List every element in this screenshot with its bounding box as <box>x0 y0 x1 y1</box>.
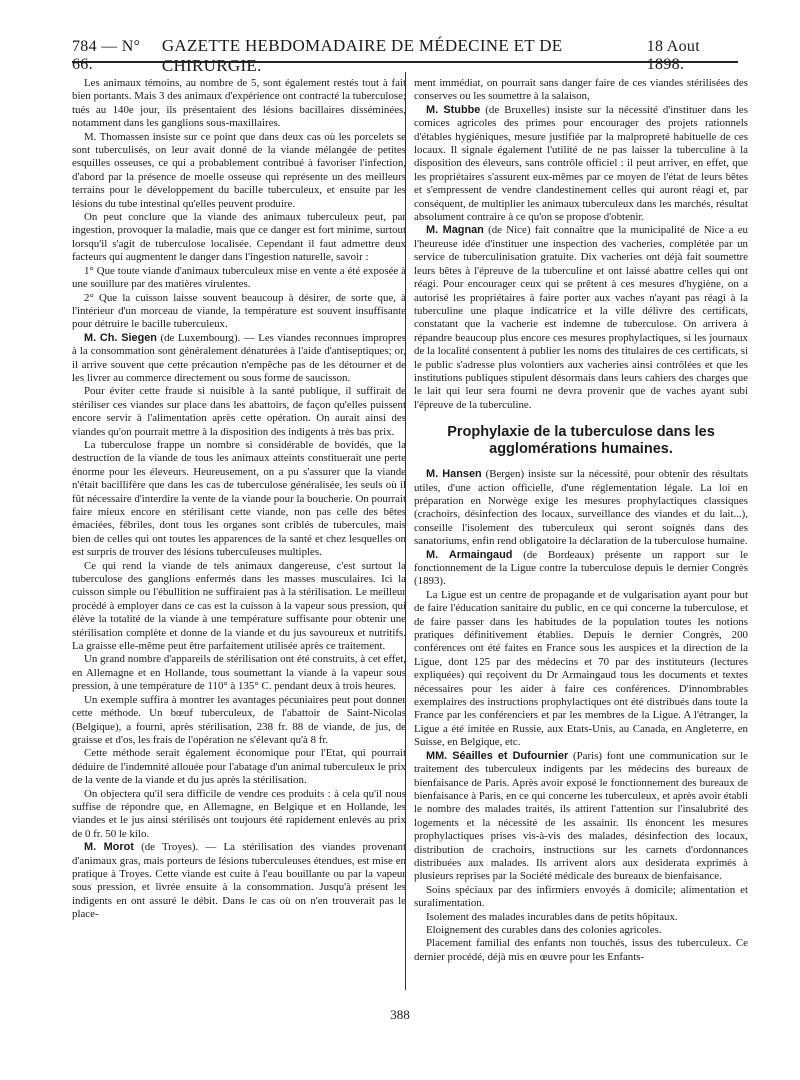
paragraph <box>72 694 406 748</box>
journal-title: GAZETTE HEBDOMADAIRE DE MÉDECINE ET DE CHIRURGIE. <box>161 36 563 75</box>
paragraph <box>72 292 406 332</box>
header-rule <box>72 61 738 63</box>
paragraph <box>414 937 748 964</box>
continuation-paragraph: ment immédiat, on pourrait sans danger faire de ces viandes stérilisées des conserves ou les soumettre à la salaison, <box>414 77 748 103</box>
speaker-name: M. Morot <box>84 841 134 854</box>
paragraph <box>414 468 748 548</box>
paragraph-text: Soins spéciaux par des infirmiers envoyés à domicile; alimentation et suralimentation. <box>414 883 748 910</box>
paragraph <box>414 750 748 884</box>
paragraph-text: 1° Que toute viande d'animaux tuberculeux mise en vente a été exposée à une souillure par des matières virulentes. <box>72 264 406 291</box>
issue-date: 18 Aout 1898. <box>646 38 700 73</box>
paragraph-text: Isolement des malades incurables dans de petits hôpitaux. <box>426 910 678 923</box>
paragraph-text: (Bergen) insiste sur la nécessité, pour obtenir des résultats utiles, d'une action officielle, d'une réglementation légale. La loi en préparation en Norwège exige les mesures prophylactiques classiques (crachoirs, désinfection des locaux, surveillance des viandes et du lait...), conseille l'isolement des tuberculeux qui seront soignés dans des sanatoriums, enfin rend obligatoire la déclaration de la tuberculose humaine. <box>414 468 748 548</box>
paragraph-text: Pour éviter cette fraude si nuisible à la santé publique, il suffirait de stériliser ces viandes sur place dans les abattoirs, de façon qu'elles puissent encore servir à l'alimentation après cette opération. On aurait ainsi des viandes qu'on pourrait mettre à la disposition des indigents à très bas prix. <box>72 385 406 438</box>
paragraph-text: Un grand nombre d'appareils de stérilisation ont été construits, à cet effet, en Allemagne et en Hollande, tous soumettant la viande à la vapeur sous pression, à une température de 110° à 135° C. pendant deux à trois heures. <box>72 653 406 693</box>
section-title: Prophylaxie de la tuberculose dans les agglomérations humaines. <box>447 424 715 458</box>
right-column <box>414 77 748 979</box>
left-column <box>72 77 406 979</box>
paragraph <box>72 265 406 292</box>
paragraph-text: Les animaux témoins, au nombre de 5, sont également restés tout à fait bien portants. Mais 3 des animaux d'expérience ont contracté la tuberculose; tués au 140e jour, ils présentaient des lésions bacillaires disséminées, notamment dans les ganglions sous-maxillaires. <box>72 77 406 130</box>
paragraph-text: (Paris) font une communication sur le traitement des tuberculeux indigents par les médecins des bureaux de bienfaisance de Paris. Après avoir exposé le fonctionnement des bureaux de bienfaisance à Paris, en ce qui concerne les tuberculeux, et après avoir établi le nombre des malades traités, ils attirent l'attention sur l'insalubrité des logements et la nécessité de les assainir. Ils énoncent les mesures prophylactiques prises vis-à-vis des malades, désinfection des locaux, distribution de crachoirs, instructions sur les carnets d'ordonnances distribuées aux malades. Ils arrivent alors aux desiderata exprimés à plusieurs reprises par la Société médicale des bureaux de bienfaisance. <box>414 749 748 883</box>
paragraph <box>72 439 406 560</box>
paragraph <box>414 924 748 937</box>
running-header <box>72 36 738 75</box>
paragraph-text: On objectera qu'il sera difficile de vendre ces produits : à cela qu'il nous suffise de répondre que, en Allemagne, en Belgique et en Hollande, les viandes et le jus ainsi stérilisés ont toujours été rapidement enlevés au prix de 0 fr. 50 le kilo. <box>72 787 406 840</box>
paragraph-text: (de Luxembourg). — Les viandes reconnues impropres à la consommation sont généralement dénaturées à l'aide d'antiseptiques; or, il arrive souvent que cette précaution n'empêche pas de les détourner et de les livrer au commerce directement ou sous forme de saucisson. <box>72 331 406 384</box>
paragraph-text: (de Nice) fait connaître que la municipalité de Nice a eu l'heureuse idée d'instituer une inspection des vacheries, complétée par un service de tuberculinisation gratuite. Dix vacheries ont déjà fait soumettre leurs bêtes à l'épreuve de la tuberculine et ont laissé abattre celles qui ont réagi. Pour encourager ceux qui se prêtent à ces mesures d'hygiène, on a autorisé les propriétaires à faire porter aux vaches n'ayant pas réagi à la tuberculine une plaque indicatrice et la ville délivre des certificats, constatant que la vacherie est indemne de tuberculose. On arrivera à répandre beaucoup plus encore ces mesures prophylactiques, si les journaux de la localité consentent à publier les noms des titulaires de ces certificats, si le public s'adresse plus volontiers aux vacheries ainsi contrôlées et que les institutions publiques stipulent désormais dans leurs cahiers des charges que le lait qui leur sera fourni ne devra provenir que de vaches ayant subi l'épreuve de la tuberculine. <box>414 224 748 411</box>
paragraph <box>72 653 406 693</box>
paragraph <box>414 549 748 589</box>
speaker-name: MM. Séailles et Dufournier <box>426 749 569 762</box>
speaker-name: M. Ch. Siegen <box>84 331 157 344</box>
paragraph-text: (de Bordeaux) présente un rapport sur le fonctionnement de la Ligue contre la tuberculose depuis le dernier Congrès (1893). <box>414 548 748 588</box>
paragraph <box>72 332 406 386</box>
paragraph-text: (de Troyes). — La stérilisation des viandes provenant d'animaux gras, mais porteurs de lésions tuberculeuses étendues, est mise en pratique à Troyes. Cette viande est cuite à l'eau bouillante ou par la vapeur sous pression, et livrée ensuite à la consommation. Jusqu'à présent les indigents en ont assuré le débit. Dans le cas où on n'en trouverait pas le place- <box>72 841 406 921</box>
paragraph <box>414 104 748 225</box>
paragraph <box>72 788 406 842</box>
speaker-name: M. Magnan <box>426 224 484 237</box>
paragraph-text: Placement familial des enfants non touchés, issus des tuberculeux. Ce dernier procédé, déjà mis en œuvre pour les Enfants- <box>414 937 748 963</box>
paragraph-text: (de Bruxelles) insiste sur la nécessité d'instituer dans les comices agricoles des primes pour encourager des projets rationnels d'étables hygiéniques, mesure justifiée par la malpropreté habituelle de ces locaux. Il signale également l'utilité de ne pas laisser la tuberculine à la disposition des éleveurs, sans contrôle officiel : il peut arriver, en effet, que les propriétaires s'assurent eux-mêmes par ce moyen de l'état de leurs bêtes et s'empressent de vendre clandestinement celles qui auront réagi et, par conséquent, de multiplier les animaux tuberculeux dans les marchés, résultat absolument contraire à ce qu'on se propose d'obtenir. <box>414 103 748 224</box>
page-issue-number: 784 — N° 66. <box>72 38 141 73</box>
paragraph-text: 2° Que la cuisson laisse souvent beaucoup à désirer, de sorte que, à l'intérieur d'un morceau de viande, la température est souvent insuffisante pour détruire le bacille tuberculeux. <box>72 291 406 331</box>
paragraph <box>72 77 406 131</box>
paragraph <box>414 589 748 750</box>
paragraph <box>414 884 748 911</box>
paragraph <box>414 224 748 412</box>
paragraph <box>72 841 406 921</box>
paragraph-text: Un exemple suffira à montrer les avantages pécuniaires peut pout donner cette méthode. Un bœuf tuberculeux, de l'abattoir de Saint-Nicolas (Belgique), a fourni, après stérilisation, 238 fr. 88 de viande, de jus, de graisse et d'os, les frais de l'opération ne s'élevant qu'à 8 fr. <box>72 693 406 746</box>
paragraph <box>72 747 406 787</box>
paragraph <box>72 385 406 439</box>
column-separator <box>405 72 406 990</box>
paragraph-text: Eloignement des curables dans des colonies agricoles. <box>426 923 662 936</box>
right-paragraphs-after <box>414 468 748 964</box>
speaker-name: M. Armaingaud <box>426 548 513 561</box>
paragraph-text: La Ligue est un centre de propagande et de vulgarisation ayant pour but de faire l'éducation sanitaire du public, en ce qui concerne la tuberculose, et de faire passer dans les habitudes de la population toutes les notions pratiques définitivement établies. Depuis le dernier Congrès, 200 conférences ont été faites en France sous les auspices et la direction de la Ligue, dont 125 par des médecins et 70 par des instituteurs (lectures expliquées) qui reçoivent du Dr Armaingaud tous les documents et textes nécessaires pour les aider à faire ces conférences. D'innombrables exemplaires des instructions prophylactiques ont été distribués dans toute la France par les conférenciers et par les membres de la Ligue. A l'étranger, la Ligue a été imitée en Russie, aux Etats-Unis, au Canada, en Angleterre, en Suisse, en Belgique, etc. <box>414 588 748 749</box>
speaker-name: M. Stubbe <box>426 103 481 116</box>
speaker-name: M. Hansen <box>426 468 482 481</box>
paragraph <box>72 560 406 654</box>
paragraph <box>72 131 406 211</box>
paragraph <box>414 911 748 924</box>
paragraph-text: La tuberculose frappe un nombre si considérable de bovidés, que la destruction de la viande de tous les animaux atteints constituerait une perte énorme pour les éleveurs. Heureusement, on a pu s'assurer que la viande n'était bacillifère que dans les cas de tuberculose généralisée, les seuls où il fût nécessaire d'interdire la vente de la viande pour la boucherie. On pourrait faire mieux encore en stérilisant cette viande, non pas celle des bêtes émaciées, fébriles, dont tous les organes sont criblés de tubercules, mais bien de celles qui ont toutes les apparences de la santé et chez lesquelles on est surpris de trouver des lésions tuberculeuses multiples. <box>72 438 406 559</box>
paragraph-text: Cette méthode serait également économique pour l'Etat, qui pourrait déduire de l'indemnité allouée pour l'abatage d'un animal tuberculeux le prix de la vente de la viande et du jus après la stérilisation. <box>72 747 406 787</box>
page-folio: 388 <box>390 1007 410 1022</box>
paragraph <box>72 211 406 265</box>
right-paragraphs-before <box>414 104 748 412</box>
paragraph-text: M. Thomassen insiste sur ce point que dans deux cas où les porcelets se sont tuberculisés, on leur avait donné de la viande mélangée de petites esquilles osseuses, ce qui a probablement contribué à favoriser l'infection, d'abord par la présence de moelle osseuse qui représente un des meilleurs terrains pour le développement du bacille tuberculeux, et ensuite par les lésions du tube intestinal qu'elles peuvent produire. <box>72 130 406 210</box>
paragraph-text: Ce qui rend la viande de tels animaux dangereuse, c'est surtout la tuberculose des ganglions enfermés dans les masses musculaires. Ici la cuisson simple ou l'ébullition ne suffiraient pas à la stérilisation. Le meilleur procédé à employer dans ce cas est la cuisson à la vapeur sous pression, qui élève la totalité de la viande à une température suffisante pour obtenir une stérilisation complète et donne de la viande et du jus savoureux et nutritifs. La graisse elle-même peut être parfaitement utilisée après ce traitement. <box>72 559 406 653</box>
paragraph-text: On peut conclure que la viande des animaux tuberculeux peut, par ingestion, provoquer la maladie, mais que ce danger est fort minime, surtout lorsqu'il s'agit de tuberculose localisée. Cependant il faut admettre deux facteurs qui augmentent le danger dans l'ingestion naturelle, savoir : <box>72 211 406 264</box>
